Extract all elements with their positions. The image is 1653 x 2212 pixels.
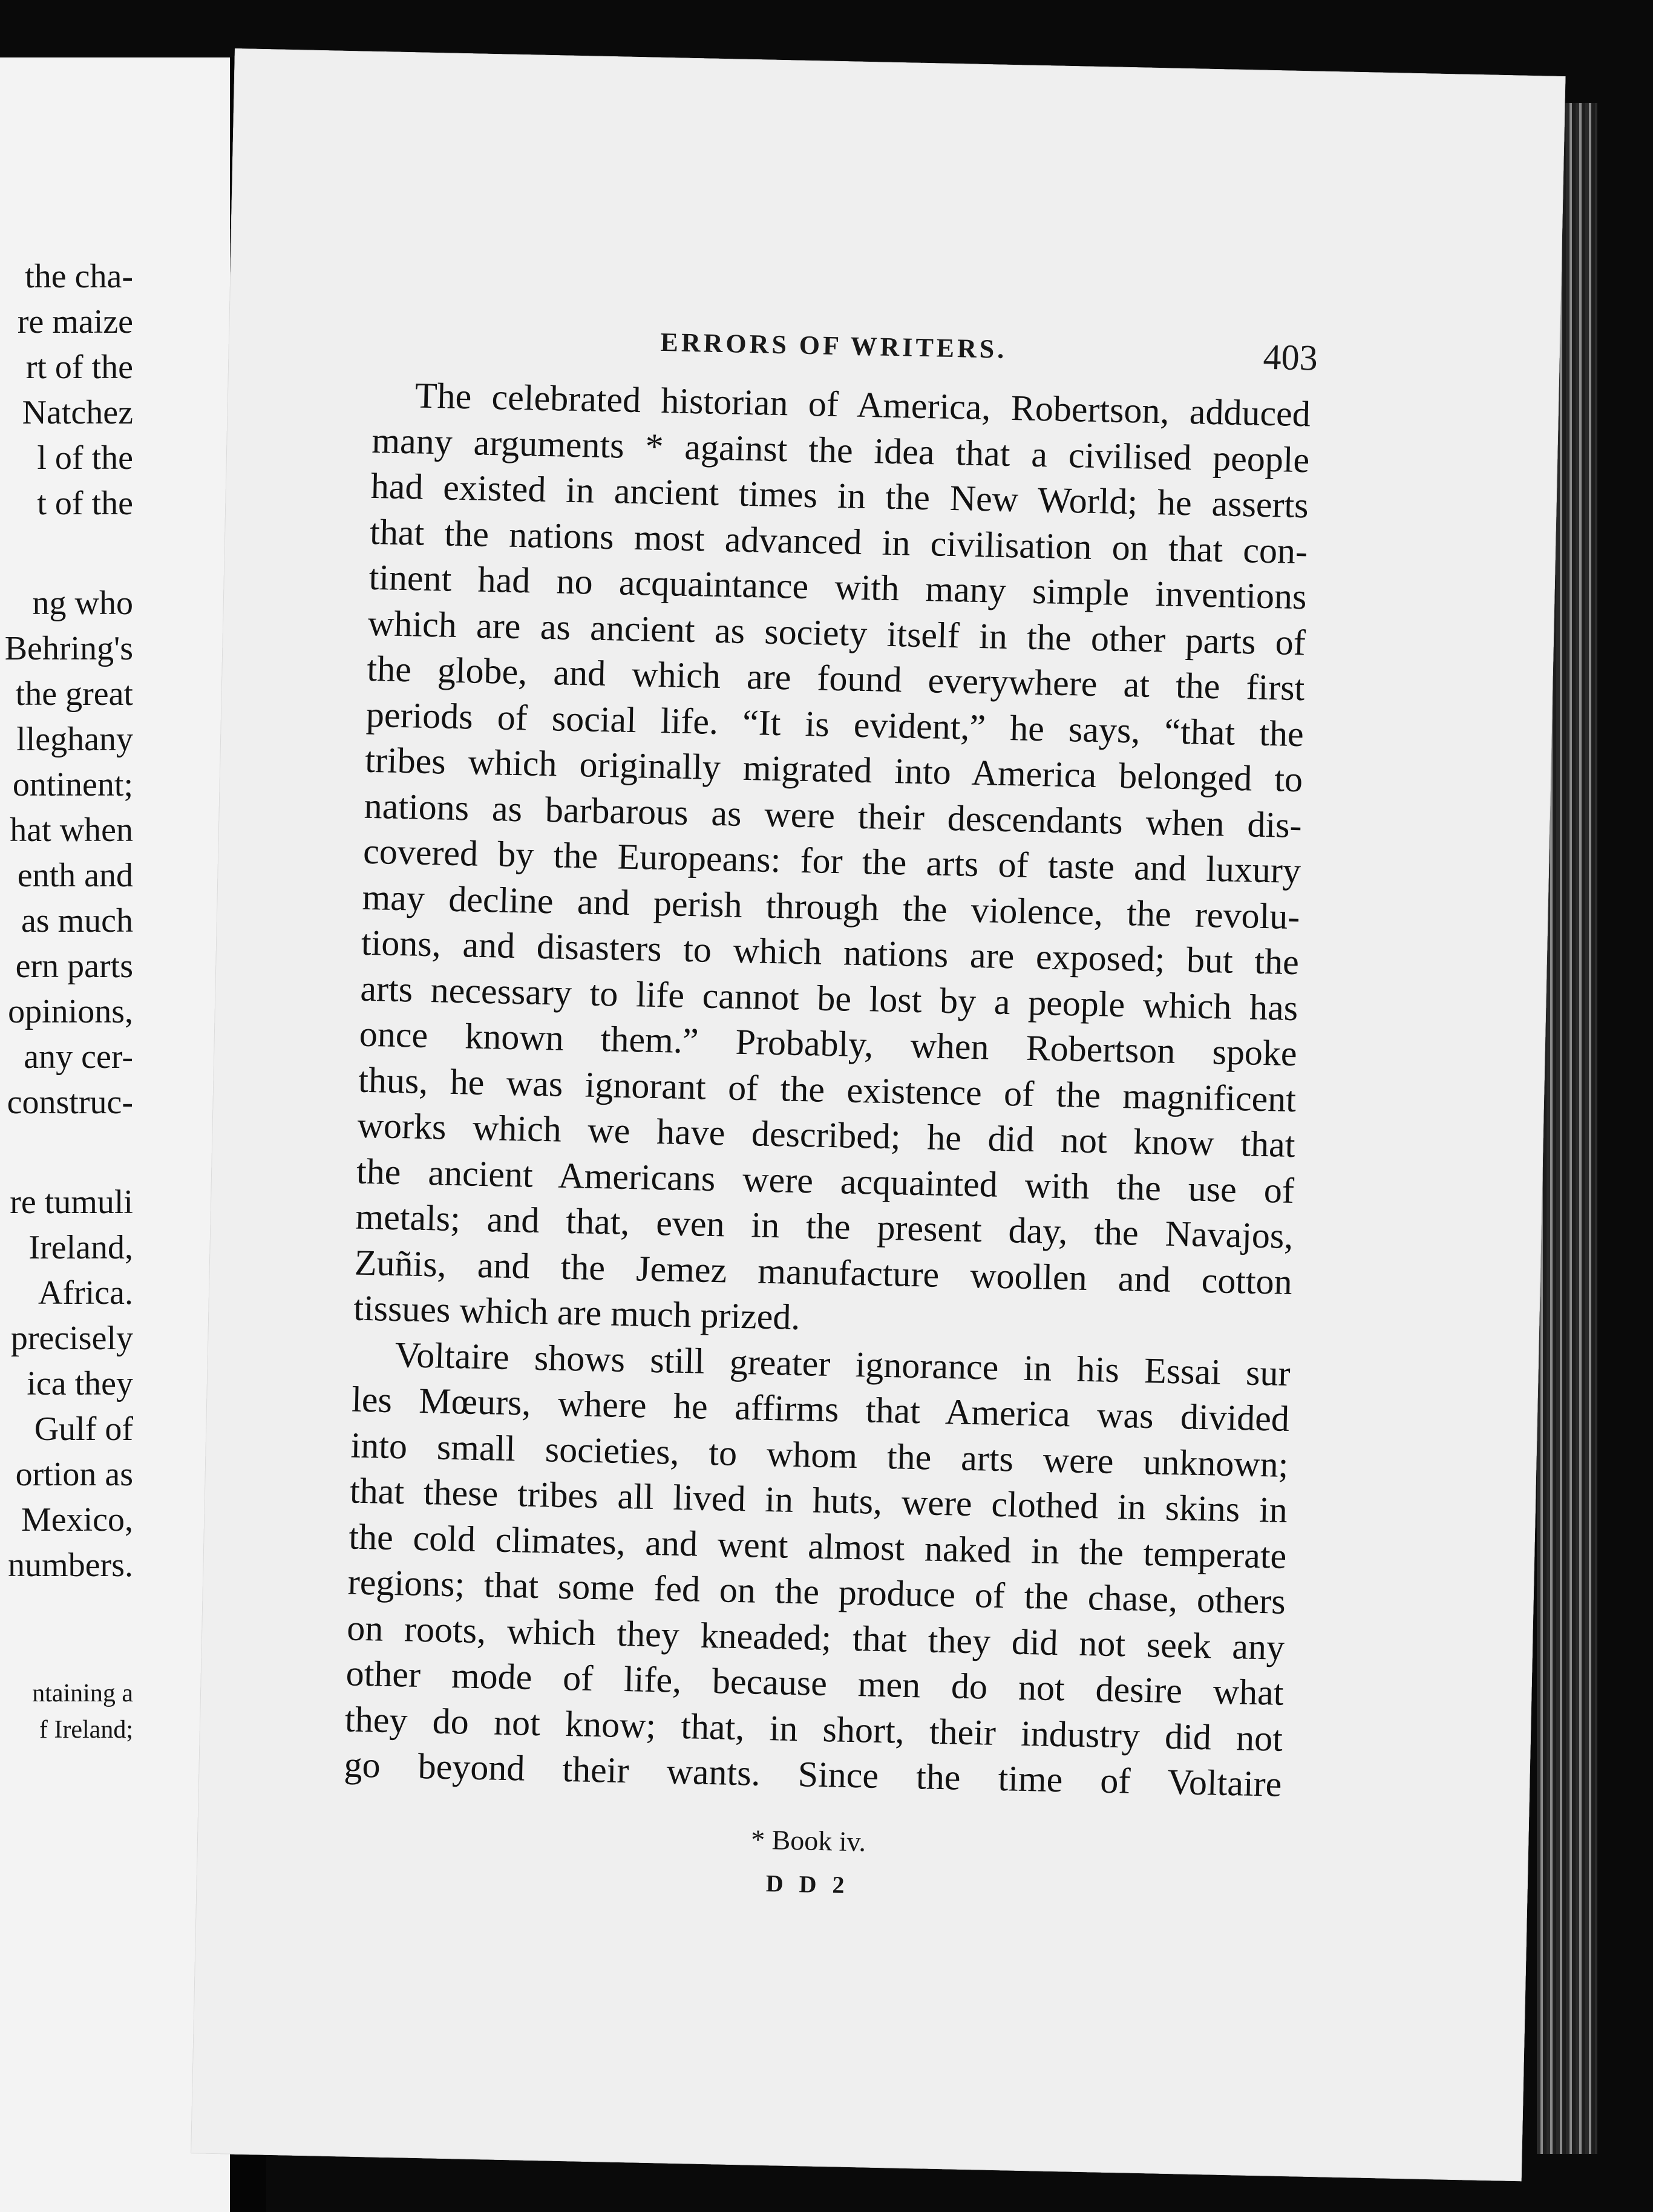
facing-page-line: re tumuli	[10, 1183, 133, 1221]
text-line: regions; that some fed on the produce of the chase, others	[347, 1562, 1286, 1621]
text-line: tissues which are much prized.	[353, 1288, 801, 1338]
text-line: other mode of life, because men do not desire what	[345, 1653, 1285, 1713]
facing-page-line: lleghany	[16, 721, 133, 758]
footnote: * Book iv.	[750, 1824, 866, 1857]
text-line: les Mœurs, where he affirms that America was divided	[351, 1379, 1290, 1439]
text-line: into small societies, to whom the arts were unknown;	[350, 1425, 1289, 1485]
text-line: tions, and disasters to which nations are exposed; but the	[361, 922, 1300, 983]
text-line: the ancient Americans were acquainted with the use of	[356, 1151, 1295, 1211]
facing-page-line: the cha-	[25, 258, 133, 295]
facing-page-line: Natchez	[22, 394, 133, 431]
facing-page-line: precisely	[10, 1320, 133, 1357]
facing-page-line: Africa.	[38, 1274, 133, 1312]
text-line: works which we have described; he did not know that	[357, 1105, 1296, 1165]
facing-page-line: enth and	[17, 857, 133, 894]
facing-page-line: ortion as	[15, 1456, 133, 1493]
text-line: Zuñis, and the Jemez manufacture woollen and cotton	[354, 1242, 1293, 1302]
text-line: they do not know; that, in short, their industry did not	[344, 1698, 1283, 1759]
facing-page-footnote-line: f Ireland;	[39, 1716, 133, 1744]
text-line: had existed in ancient times in the New World; he asserts	[370, 465, 1309, 526]
facing-page-line: any cer-	[24, 1038, 133, 1076]
text-line: the cold climates, and went almost naked in the temperate	[348, 1516, 1287, 1576]
text-line: that the nations most advanced in civilisation on that con-	[369, 511, 1308, 571]
page-number: 403	[1263, 336, 1318, 378]
facing-page-line: opinions,	[8, 993, 133, 1030]
text-line: Voltaire shows still greater ignorance in his Essai sur	[394, 1334, 1291, 1393]
facing-page-line: hat when	[10, 811, 133, 849]
facing-page-line: Ireland,	[28, 1229, 133, 1266]
text-line: thus, he was ignorant of the existence of the magnificent	[358, 1059, 1297, 1119]
facing-page-line: construc-	[7, 1084, 133, 1121]
facing-page-line: the great	[15, 675, 133, 713]
page-403	[191, 48, 1565, 2181]
text-line: tribes which originally migrated into America belonged to	[364, 739, 1303, 800]
text-line: nations as barbarous as were their descendants when dis-	[364, 785, 1303, 845]
facing-page-line: ica they	[27, 1365, 133, 1402]
text-line: that these tribes all lived in huts, were clothed in skins in	[349, 1470, 1288, 1530]
running-head: ERRORS OF WRITERS.	[660, 327, 1007, 364]
facing-page-line: re maize	[17, 303, 133, 341]
text-line: which are as ancient as society itself in the other parts of	[367, 603, 1306, 663]
text-line: metals; and that, even in the present day, the Navajos,	[355, 1196, 1294, 1257]
facing-page-line: ern parts	[15, 947, 133, 985]
facing-page-line: l of the	[37, 439, 133, 477]
facing-page-line: rt of the	[25, 348, 133, 386]
body-text	[344, 372, 1311, 1807]
text-line: the globe, and which are found everywhere at the first	[366, 648, 1305, 708]
facing-page-line: Mexico,	[21, 1501, 133, 1539]
text-line: periods of social life. “It is evident,” he says, “that the	[365, 694, 1304, 754]
text-line: on roots, which they kneaded; that they did not seek any	[346, 1607, 1285, 1667]
facing-page-line: ng who	[32, 584, 133, 622]
text-line: tinent had no acquaintance with many simple inventions	[368, 557, 1308, 617]
facing-page-line: numbers.	[8, 1546, 133, 1584]
facing-page-line: ontinent;	[12, 766, 133, 803]
text-line: once known them.” Probably, when Robertson spoke	[359, 1013, 1298, 1074]
text-line: go beyond their wants. Since the time of Voltaire	[343, 1744, 1282, 1804]
text-line: arts necessary to life cannot be lost by a people which has	[359, 968, 1298, 1028]
text-line: covered by the Europeans: for the arts of taste and luxury	[362, 831, 1301, 891]
text-line: many arguments * against the idea that a civilised people	[371, 420, 1310, 480]
text-line: may decline and perish through the violence, the revolu-	[361, 877, 1301, 937]
facing-page-line: t of the	[37, 485, 133, 522]
facing-page-line: Gulf of	[34, 1410, 133, 1448]
text-line: The celebrated historian of America, Robertson, adduced	[414, 375, 1311, 434]
signature-mark: D D 2	[765, 1870, 850, 1899]
facing-page-line: Behring's	[4, 630, 133, 667]
facing-page-line: as much	[21, 902, 133, 940]
facing-page-footnote-line: ntaining a	[32, 1680, 133, 1707]
